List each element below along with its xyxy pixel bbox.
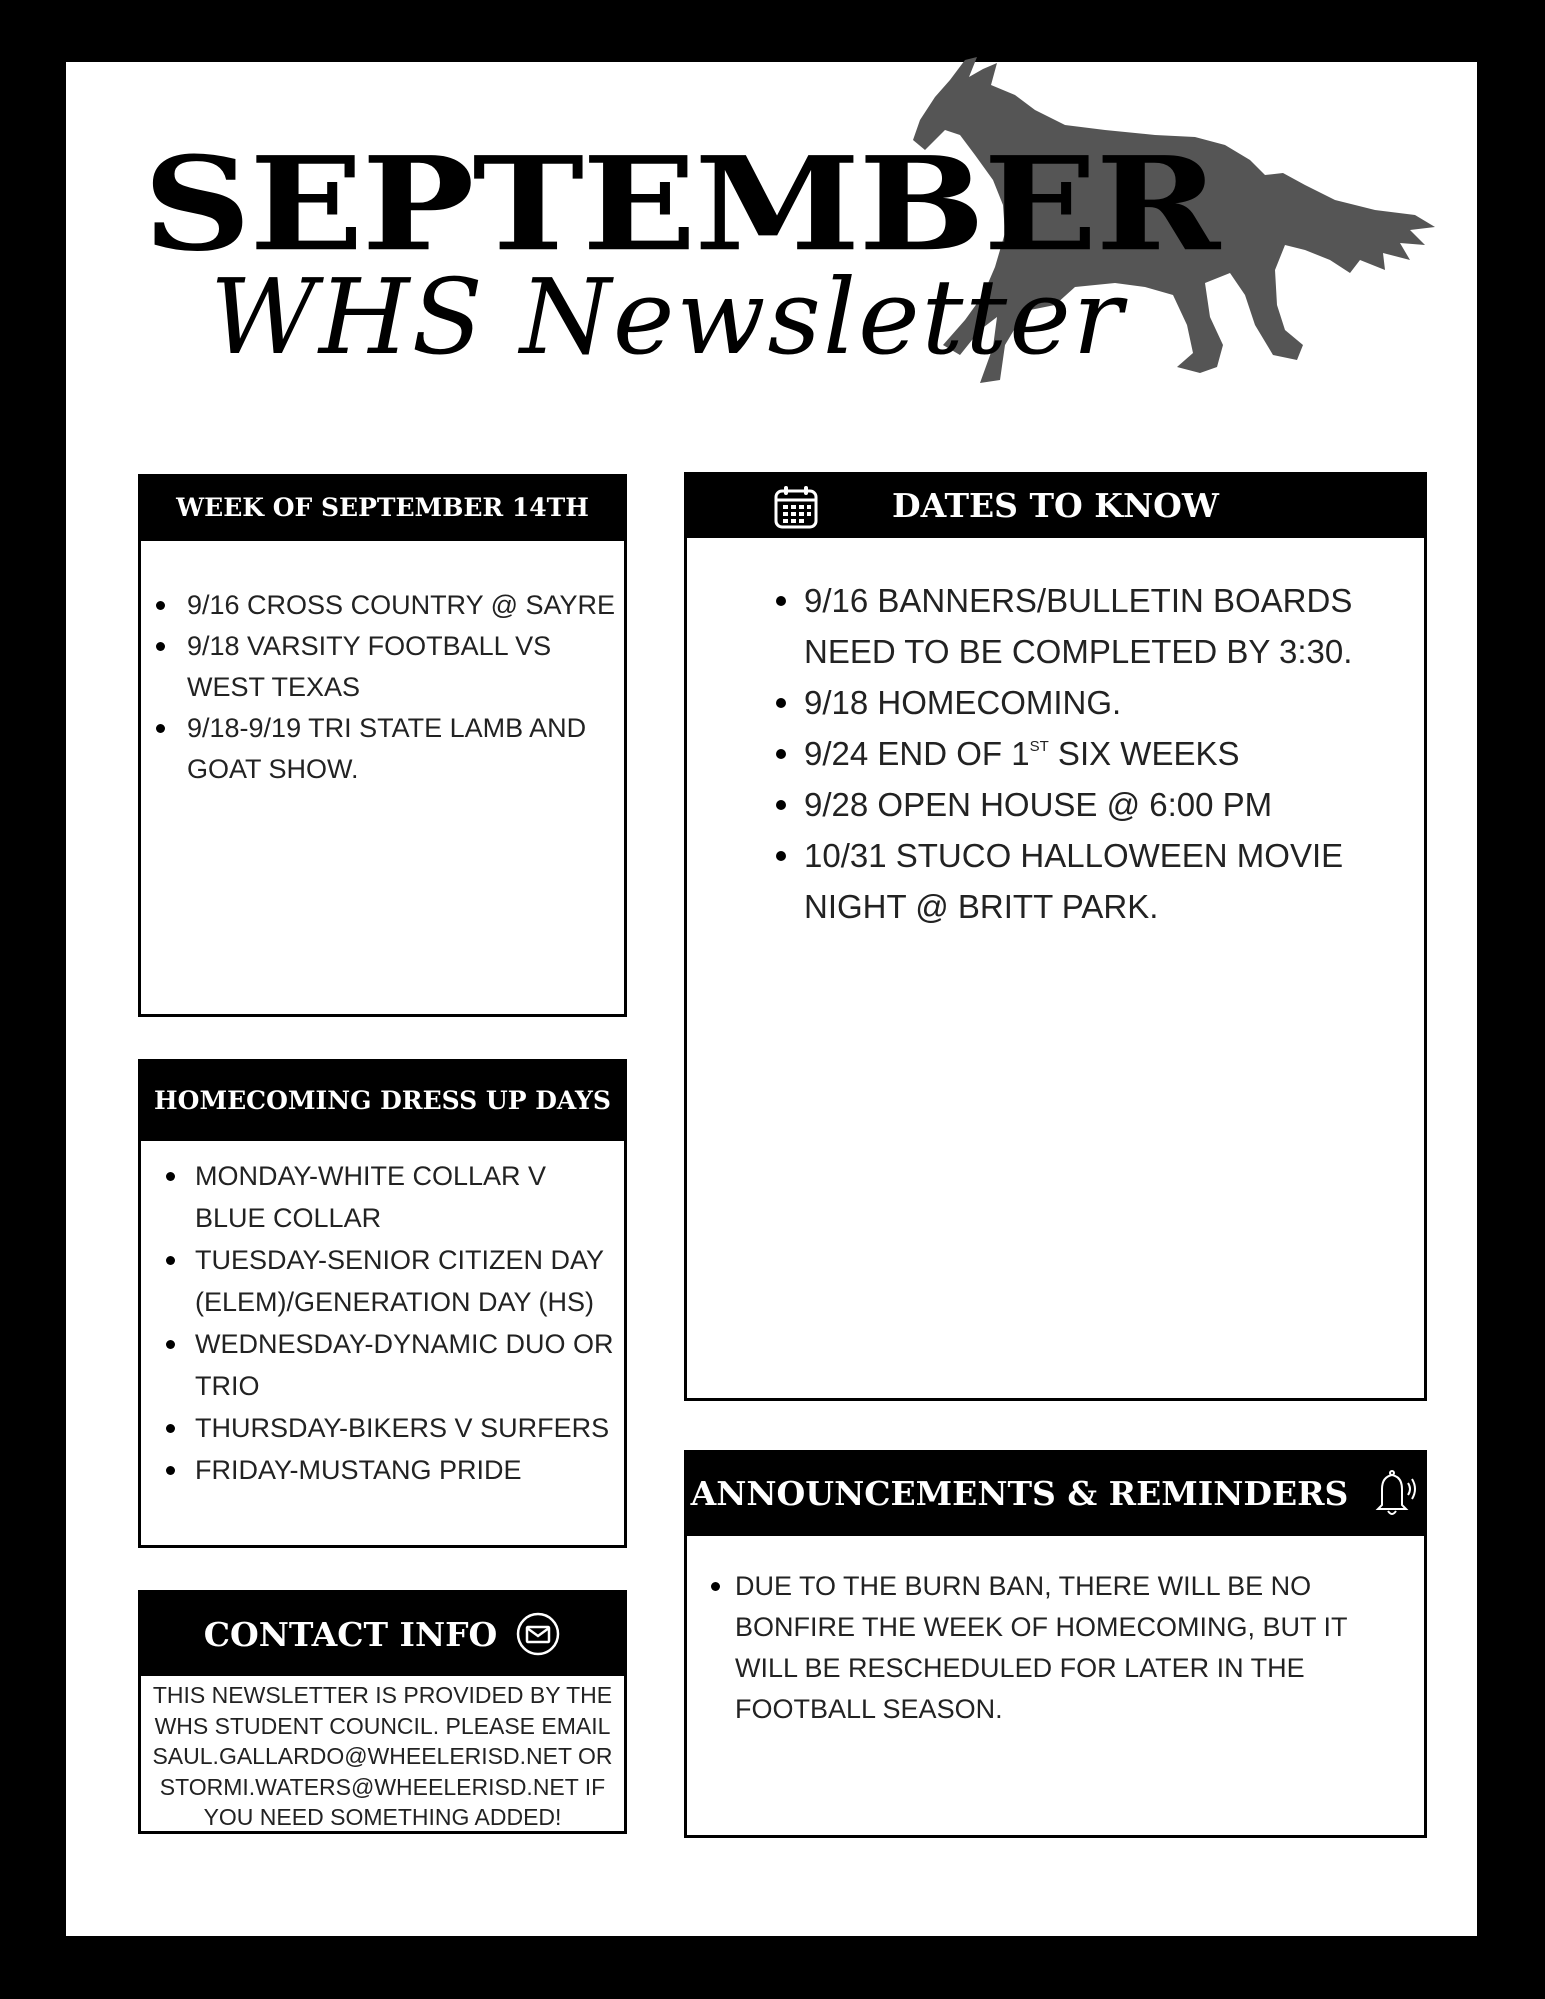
- announcements-header: [684, 1450, 1427, 1536]
- list-item: WEDNESDAY-DYNAMIC DUO OR TRIO: [195, 1323, 615, 1407]
- homecoming-panel: [138, 1138, 627, 1548]
- list-item: 9/16 CROSS COUNTRY @ SAYRE: [187, 585, 627, 626]
- list-item: 9/18 HOMECOMING.: [804, 677, 1404, 728]
- list-item-text: 9/24 END OF 1: [804, 735, 1030, 772]
- list-item: 9/16 BANNERS/BULLETIN BOARDS NEED TO BE COMPLETED BY 3:30.: [804, 575, 1404, 677]
- announcements-header-title: ANNOUNCEMENTS & REMINDERS: [690, 1473, 1349, 1513]
- dates-panel: [684, 535, 1427, 1401]
- homecoming-header: [138, 1059, 627, 1141]
- envelope-icon: [515, 1611, 561, 1657]
- list-item: FRIDAY-MUSTANG PRIDE: [195, 1449, 615, 1491]
- week-header-title: WEEK OF SEPTEMBER 14TH: [176, 493, 589, 522]
- homecoming-header-title: HOMECOMING DRESS UP DAYS: [154, 1085, 611, 1115]
- contact-text: THIS NEWSLETTER IS PROVIDED BY THE WHS STUDENT COUNCIL. PLEASE EMAIL SAUL.GALLARDO@WHEELERISD.NET OR STORMI.WATERS@WHEELERISD.NET IF YOU NEED SOMETHING ADDED!: [152, 1682, 613, 1830]
- list-item: MONDAY-WHITE COLLAR V BLUE COLLAR: [195, 1155, 615, 1239]
- list-item: TUESDAY-SENIOR CITIZEN DAY (ELEM)/GENERATION DAY (HS): [195, 1239, 615, 1323]
- week-panel: [138, 538, 627, 1017]
- ordinal-suffix: ST: [1029, 738, 1049, 755]
- dates-list: [804, 575, 1404, 932]
- contact-panel: [138, 1673, 627, 1834]
- week-header: [138, 474, 627, 541]
- contact-header: [138, 1590, 627, 1678]
- list-item: 9/18-9/19 TRI STATE LAMB AND GOAT SHOW.: [187, 708, 627, 790]
- bell-icon: [1364, 1465, 1420, 1521]
- page-subtitle: WHS Newsletter: [210, 256, 1125, 378]
- list-item-text: SIX WEEKS: [1048, 735, 1240, 772]
- announcements-list: [735, 1566, 1415, 1730]
- list-item: 9/18 VARSITY FOOTBALL VS WEST TEXAS: [187, 626, 627, 708]
- list-item: THURSDAY-BIKERS V SURFERS: [195, 1407, 615, 1449]
- announcements-panel: [684, 1533, 1427, 1838]
- dates-header-title: DATES TO KNOW: [892, 485, 1219, 525]
- list-item: 9/28 OPEN HOUSE @ 6:00 PM: [804, 779, 1404, 830]
- contact-header-title: CONTACT INFO: [203, 1614, 498, 1654]
- list-item: [804, 728, 1404, 779]
- list-item: DUE TO THE BURN BAN, THERE WILL BE NO BONFIRE THE WEEK OF HOMECOMING, BUT IT WILL BE RESCHEDULED FOR LATER IN THE FOOTBALL SEASON.: [735, 1566, 1415, 1730]
- dates-header: [684, 472, 1427, 538]
- list-item: 10/31 STUCO HALLOWEEN MOVIE NIGHT @ BRITT PARK.: [804, 830, 1404, 932]
- calendar-icon: [772, 483, 820, 531]
- homecoming-list: [195, 1155, 615, 1491]
- page-title: SEPTEMBER: [143, 128, 1219, 281]
- week-list: [187, 585, 627, 790]
